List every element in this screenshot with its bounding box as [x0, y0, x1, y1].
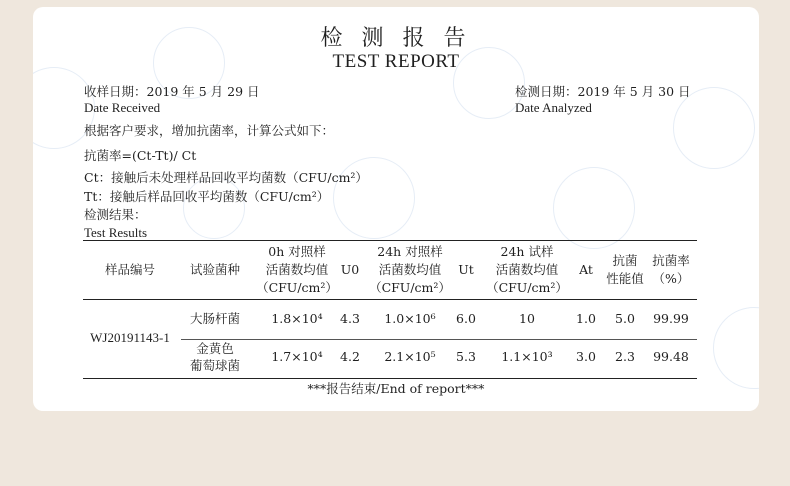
header-0h-line2: 活菌数均值	[265, 262, 329, 277]
date-analyzed-en: Date Analyzed	[515, 100, 592, 115]
results-heading-en: Test Results	[84, 225, 148, 240]
row1-24h-control: 1.0×10⁶	[384, 311, 436, 326]
header-strain: 试验菌种	[189, 262, 241, 277]
table-header-rule	[83, 299, 697, 300]
header-0h-line3: （CFU/cm²）	[256, 280, 338, 295]
row2-u0: 4.2	[340, 349, 360, 364]
header-activity-line2: 性能值	[606, 271, 644, 286]
table-top-rule	[83, 240, 697, 241]
header-24h-sample-line1: 24h 试样	[500, 244, 554, 259]
header-ut: Ut	[458, 262, 474, 277]
title-english: TEST REPORT	[332, 51, 460, 72]
sample-id: WJ20191143-1	[90, 330, 170, 345]
row2-strain-line1: 金黄色	[196, 341, 234, 356]
tt-definition: Tt：接触后样品回收平均菌数（CFU/cm²）	[84, 189, 330, 204]
header-24h-sample-line3: （CFU/cm²）	[486, 280, 568, 295]
header-u0: U0	[340, 262, 360, 277]
intro-text: 根据客户要求，增加抗菌率，计算公式如下：	[84, 123, 335, 138]
row2-at: 3.0	[576, 349, 596, 364]
date-received: 收样日期：2019 年 5 月 29 日	[84, 84, 260, 99]
row1-rate: 99.99	[653, 311, 689, 326]
formula-text: 抗菌率=(Ct-Tt)/ Ct	[84, 148, 197, 163]
watermark-shape	[553, 167, 635, 249]
row2-ut: 5.3	[456, 349, 476, 364]
row1-ut: 6.0	[456, 311, 476, 326]
header-at: At	[579, 262, 593, 277]
report-card	[33, 7, 759, 411]
date-received-en: Date Received	[84, 100, 161, 115]
row2-24h-control: 2.1×10⁵	[384, 349, 436, 364]
watermark-shape	[713, 307, 759, 389]
header-24h-control-line2: 活菌数均值	[378, 262, 442, 277]
date-analyzed: 检测日期：2019 年 5 月 30 日	[515, 84, 691, 99]
row1-0h: 1.8×10⁴	[271, 311, 323, 326]
row1-strain: 大肠杆菌	[189, 311, 241, 326]
header-sample-id: 样品编号	[104, 262, 156, 277]
header-rate-line1: 抗菌率	[652, 253, 690, 268]
row1-24h-sample: 10	[519, 311, 535, 326]
table-row-rule	[181, 339, 697, 340]
row1-u0: 4.3	[340, 311, 360, 326]
header-24h-control-line1: 24h 对照样	[377, 244, 443, 259]
ct-definition: Ct：接触后未处理样品回收平均菌数（CFU/cm²）	[84, 170, 368, 185]
row1-activity: 5.0	[615, 311, 635, 326]
title-chinese: 检 测 报 告	[320, 26, 472, 51]
watermark-shape	[183, 177, 245, 239]
header-24h-sample-line2: 活菌数均值	[495, 262, 559, 277]
header-activity-line1: 抗菌	[612, 253, 638, 268]
end-of-report: ***报告结束/End of report***	[307, 381, 485, 396]
row1-at: 1.0	[576, 311, 596, 326]
results-heading: 检测结果：	[84, 207, 147, 222]
table-bottom-rule	[83, 378, 697, 379]
header-24h-control-line3: （CFU/cm²）	[369, 280, 451, 295]
header-0h-line1: 0h 对照样	[268, 244, 326, 259]
row2-rate: 99.48	[653, 349, 689, 364]
row2-activity: 2.3	[615, 349, 635, 364]
row2-0h: 1.7×10⁴	[271, 349, 323, 364]
row2-24h-sample: 1.1×10³	[501, 349, 553, 364]
row2-strain-line2: 葡萄球菌	[189, 358, 241, 373]
header-rate-line2: （%）	[652, 271, 690, 286]
